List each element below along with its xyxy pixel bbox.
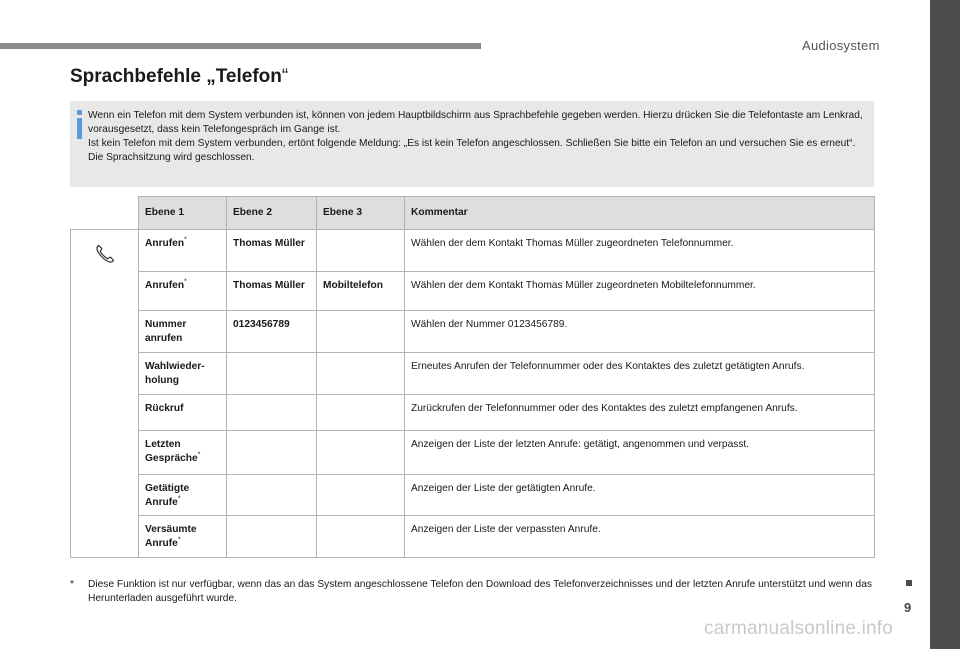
level-3-cell: [317, 353, 405, 395]
level-3-cell: [317, 311, 405, 353]
info-text-1: Wenn ein Telefon mit dem System verbunden ist, können von jedem Hauptbildschirm aus Sprachbefehle gegeben werden. Hierzu drücken Sie die Telefontaste am Lenkrad, vorausgesetzt, dass kein Telefongespräch im Gange ist.: [88, 110, 863, 135]
level-3-cell: [317, 516, 405, 558]
level-2-cell: [227, 475, 317, 516]
level-1-cell: Rückruf: [139, 395, 227, 431]
header-level-2: Ebene 2: [227, 197, 317, 230]
level-2-cell: Thomas Müller: [227, 272, 317, 311]
level-1-cell: Anrufen*: [139, 272, 227, 311]
comment-cell: Wählen der dem Kontakt Thomas Müller zugeordneten Telefonnummer.: [405, 230, 875, 272]
level-2-cell: [227, 516, 317, 558]
side-strip: [930, 0, 960, 649]
comment-cell: Erneutes Anrufen der Telefonnummer oder des Kontaktes des zuletzt getätigten Anrufs.: [405, 353, 875, 395]
level-1-cell: Versäumte Anrufe*: [139, 516, 227, 558]
table-row: [71, 516, 875, 558]
level-3-cell: Mobiltelefon: [317, 272, 405, 311]
voice-command-table: [70, 196, 875, 558]
header-level-1: Ebene 1: [139, 197, 227, 230]
level-3-cell: [317, 230, 405, 272]
table-row: [71, 353, 875, 395]
level-1-cell: Nummer anrufen: [139, 311, 227, 353]
level-2-cell: [227, 431, 317, 475]
table-row: [71, 475, 875, 516]
info-icon: [76, 110, 84, 140]
page-title-quote: “: [281, 66, 289, 87]
comment-cell: Zurückrufen der Telefonnummer oder des Kontaktes des zuletzt empfangenen Anrufs.: [405, 395, 875, 431]
level-1-cell: Letzten Gespräche*: [139, 431, 227, 475]
table-row: [71, 311, 875, 353]
level-3-cell: [317, 475, 405, 516]
level-2-cell: [227, 353, 317, 395]
header-blank: [71, 197, 139, 230]
level-2-cell: Thomas Müller: [227, 230, 317, 272]
page-marker: [906, 580, 912, 586]
info-box: [70, 101, 874, 187]
header-level-3: Ebene 3: [317, 197, 405, 230]
page-number: 9: [904, 600, 912, 615]
table-row: [71, 272, 875, 311]
comment-cell: Wählen der dem Kontakt Thomas Müller zugeordneten Mobiltelefonnummer.: [405, 272, 875, 311]
level-1-cell: Anrufen*: [139, 230, 227, 272]
section-title: Audiosystem: [802, 38, 880, 53]
header-rule: [0, 43, 481, 49]
footnote: [70, 578, 874, 606]
phone-icon-cell: [71, 230, 139, 558]
page-title-main: Sprachbefehle „Telefon: [70, 66, 282, 87]
comment-cell: Anzeigen der Liste der getätigten Anrufe.: [405, 475, 875, 516]
table-row: [71, 431, 875, 475]
table-row: [71, 230, 875, 272]
footnote-marker: *: [70, 579, 74, 590]
level-3-cell: [317, 395, 405, 431]
phone-icon: [93, 242, 117, 266]
table-row: [71, 395, 875, 431]
comment-cell: Anzeigen der Liste der letzten Anrufe: getätigt, angenommen und verpasst.: [405, 431, 875, 475]
level-3-cell: [317, 431, 405, 475]
level-1-cell: Getätigte Anrufe*: [139, 475, 227, 516]
comment-cell: Wählen der Nummer 0123456789.: [405, 311, 875, 353]
footnote-text: Diese Funktion ist nur verfügbar, wenn das an das System angeschlossene Telefon den Download des Telefonverzeichnisses und der letzten Anrufe unterstützt und wenn das Herunterladen ausgeführt wurde.: [88, 579, 872, 604]
page-title: [70, 66, 288, 88]
info-text-2: Ist kein Telefon mit dem System verbunden, ertönt folgende Meldung: „Es ist kein Telefon angeschlossen. Schließen Sie bitte ein Telefon an und versuchen Sie es erneut“. Die Sprachsitzung wird geschlossen.: [88, 138, 856, 163]
watermark: carmanualsonline.info: [704, 618, 894, 639]
level-1-cell: Wahlwieder- holung: [139, 353, 227, 395]
comment-cell: Anzeigen der Liste der verpassten Anrufe.: [405, 516, 875, 558]
level-2-cell: 0123456789: [227, 311, 317, 353]
table-header-row: [71, 197, 875, 230]
header-comment: Kommentar: [405, 197, 875, 230]
level-2-cell: [227, 395, 317, 431]
